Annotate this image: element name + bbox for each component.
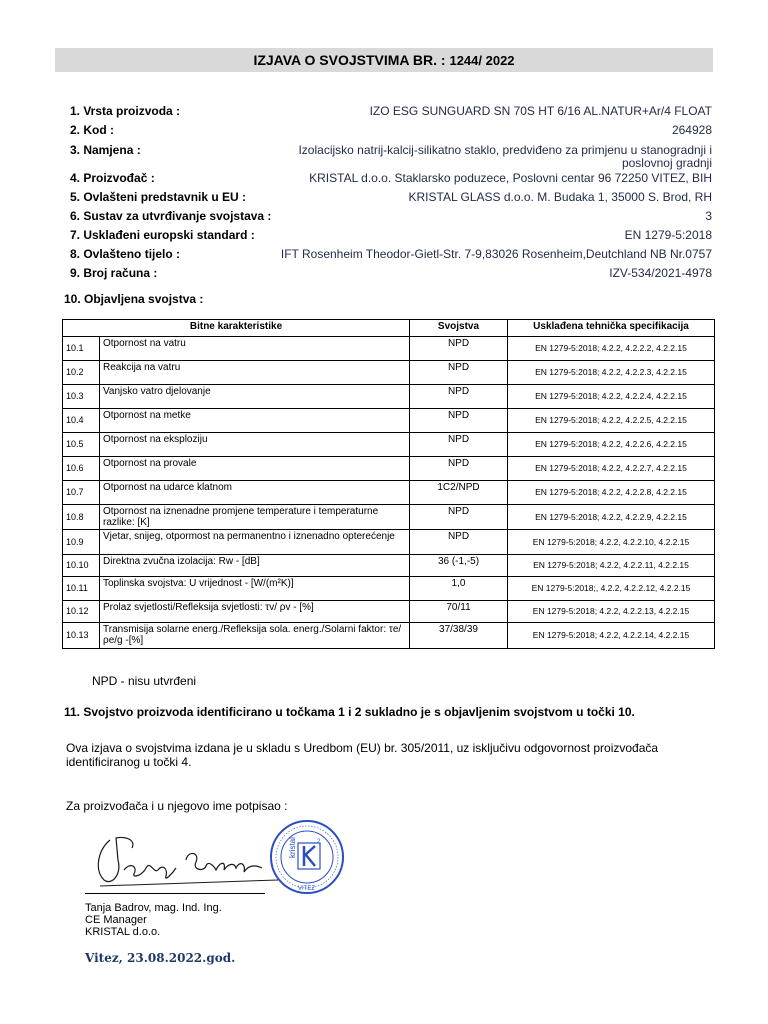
row-property-value: NPD	[410, 337, 508, 361]
field-label: 6. Sustav za utvrđivanje svojstava :	[70, 209, 272, 223]
row-property-value: 37/38/39	[410, 623, 508, 649]
row-number: 10.12	[63, 601, 100, 623]
row-specification: EN 1279-5:2018; 4.2.2, 4.2.2.14, 4.2.2.15	[508, 623, 715, 649]
declaration-text: Ova izjava o svojstvima izdana je u skladu s Uredbom (EU) br. 305/2011, uz isključivu odgovornost proizvođača identificiranog u točki 4.	[66, 741, 659, 769]
row-characteristic: Otpornost na provale	[100, 457, 410, 481]
field-label: 3. Namjena :	[70, 143, 141, 157]
row-characteristic: Otpornost na vatru	[100, 337, 410, 361]
row-property-value: NPD	[410, 433, 508, 457]
field-purpose	[70, 143, 712, 171]
properties-table	[62, 319, 715, 649]
row-number: 10.13	[63, 623, 100, 649]
row-number: 10.5	[63, 433, 100, 457]
row-number: 10.7	[63, 481, 100, 505]
table-row	[63, 555, 715, 577]
row-characteristic: Otpornost na iznenadne promjene temperature i temperaturne razlike: [K]	[100, 505, 410, 530]
row-characteristic: Transmisija solarne energ./Refleksija sola. energ./Solarni faktor: τe/ρe/g -[%]	[100, 623, 410, 649]
field-manufacturer	[70, 171, 712, 185]
field-product-type	[70, 104, 712, 118]
table-row	[63, 601, 715, 623]
row-characteristic: Otpornost na metke	[100, 409, 410, 433]
document-title: IZJAVA O SVOJSTVIMA BR. :	[253, 52, 446, 68]
row-specification: EN 1279-5:2018; 4.2.2, 4.2.2.8, 4.2.2.15	[508, 481, 715, 505]
row-characteristic: Vanjsko vatro djelovanje	[100, 385, 410, 409]
row-number: 10.6	[63, 457, 100, 481]
row-property-value: 1C2/NPD	[410, 481, 508, 505]
field-label: 4. Proizvođač :	[70, 171, 155, 185]
field-value: KRISTAL d.o.o. Staklarsko poduzece, Poslovni centar 96 72250 VITEZ, BIH	[309, 171, 712, 185]
column-header-properties: Svojstva	[410, 320, 508, 337]
signer-name: Tanja Badrov, mag. Ind. Ing.	[85, 902, 222, 914]
row-number: 10.9	[63, 530, 100, 555]
table-row	[63, 337, 715, 361]
field-label: 7. Usklađeni europski standard :	[70, 228, 255, 242]
table-row	[63, 623, 715, 649]
field-value-line2: poslovnoj gradnji	[621, 156, 712, 170]
column-header-characteristics: Bitne karakteristike	[63, 320, 410, 337]
field-code	[70, 123, 712, 137]
signer-company: KRISTAL d.o.o.	[85, 926, 161, 938]
stamp-company-text: kristal	[288, 837, 297, 858]
field-invoice-number	[70, 266, 712, 280]
field-harmonized-standard	[70, 228, 712, 242]
place-and-date: Vitez, 23.08.2022.god.	[85, 951, 236, 965]
field-assessment-system	[70, 209, 712, 223]
field-label: 1. Vrsta proizvoda :	[70, 104, 181, 118]
section-11-statement: 11. Svojstvo proizvoda identificirano u točkama 1 i 2 sukladno je s objavljenim svojstvom u točki 10.	[64, 705, 635, 719]
row-specification: EN 1279-5:2018; 4.2.2, 4.2.2.3, 4.2.2.15	[508, 361, 715, 385]
field-label: 8. Ovlašteno tijelo :	[70, 247, 181, 261]
company-stamp	[268, 818, 346, 896]
svg-text:2: 2	[317, 839, 321, 845]
field-label: 5. Ovlašteni predstavnik u EU :	[70, 190, 247, 204]
table-row	[63, 481, 715, 505]
signer-block	[85, 902, 222, 938]
field-value: IFT Rosenheim Theodor-Gietl-Str. 7-9,83026 Rosenheim,Deutchland NB Nr.0757	[280, 247, 712, 261]
field-value: KRISTAL GLASS d.o.o. M. Budaka 1, 35000 S. Brod, RH	[408, 190, 712, 204]
handwritten-signature	[92, 830, 282, 894]
signer-role: CE Manager	[85, 914, 147, 926]
row-number: 10.8	[63, 505, 100, 530]
row-property-value: NPD	[410, 457, 508, 481]
row-number: 10.1	[63, 337, 100, 361]
signature-line	[85, 893, 265, 894]
document-title-bar	[55, 48, 713, 72]
row-property-value: NPD	[410, 409, 508, 433]
table-row	[63, 577, 715, 601]
row-specification: EN 1279-5:2018; 4.2.2, 4.2.2.2, 4.2.2.15	[508, 337, 715, 361]
row-number: 10.11	[63, 577, 100, 601]
row-number: 10.3	[63, 385, 100, 409]
field-label: 2. Kod :	[70, 123, 114, 137]
table-row	[63, 530, 715, 555]
field-notified-body	[70, 247, 712, 261]
signature-intro: Za proizvođača i u njegovo ime potpisao :	[66, 799, 288, 813]
row-specification: EN 1279-5:2018; 4.2.2, 4.2.2.13, 4.2.2.15	[508, 601, 715, 623]
document-number: 1244/ 2022	[449, 53, 515, 68]
section-10-heading: 10. Objavljena svojstva :	[64, 292, 204, 306]
row-characteristic: Otpornost na eksploziju	[100, 433, 410, 457]
table-row	[63, 361, 715, 385]
table-header-row	[63, 320, 715, 337]
field-label: 9. Broj računa :	[70, 266, 158, 280]
row-property-value: 70/11	[410, 601, 508, 623]
row-number: 10.10	[63, 555, 100, 577]
table-row	[63, 505, 715, 530]
row-specification: EN 1279-5:2018; 4.2.2, 4.2.2.5, 4.2.2.15	[508, 409, 715, 433]
row-property-value: NPD	[410, 361, 508, 385]
field-value: EN 1279-5:2018	[624, 228, 712, 242]
row-number: 10.4	[63, 409, 100, 433]
field-value: Izolacijsko natrij-kalcij-silikatno staklo, predviđeno za primjenu u stanogradnji i	[298, 143, 712, 157]
table-row	[63, 457, 715, 481]
row-property-value: NPD	[410, 530, 508, 555]
row-specification: EN 1279-5:2018; 4.2.2, 4.2.2.6, 4.2.2.15	[508, 433, 715, 457]
table-row	[63, 433, 715, 457]
row-property-value: 1,0	[410, 577, 508, 601]
row-specification: EN 1279-5:2018; 4.2.2, 4.2.2.7, 4.2.2.15	[508, 457, 715, 481]
row-number: 10.2	[63, 361, 100, 385]
row-property-value: 36 (-1,-5)	[410, 555, 508, 577]
npd-note: NPD - nisu utvrđeni	[92, 674, 197, 688]
field-value: IZO ESG SUNGUARD SN 70S HT 6/16 AL.NATUR+Ar/4 FLOAT	[369, 104, 712, 118]
field-eu-representative	[70, 190, 712, 204]
row-characteristic: Vjetar, snijeg, otpormost na permanentno i iznenadno opterećenje	[100, 530, 410, 555]
row-characteristic: Prolaz svjetlosti/Refleksija svjetlosti: τv/ ρv - [%]	[100, 601, 410, 623]
row-characteristic: Reakcija na vatru	[100, 361, 410, 385]
table-row	[63, 385, 715, 409]
field-value: 264928	[671, 123, 712, 137]
row-specification: EN 1279-5:2018; 4.2.2, 4.2.2.9, 4.2.2.15	[508, 505, 715, 530]
field-value: IZV-534/2021-4978	[609, 266, 712, 280]
stamp-town-text: VITEZ	[298, 886, 316, 892]
row-characteristic: Direktna zvučna izolacija: Rw - [dB]	[100, 555, 410, 577]
row-specification: EN 1279-5:2018; 4.2.2, 4.2.2.4, 4.2.2.15	[508, 385, 715, 409]
row-property-value: NPD	[410, 385, 508, 409]
row-specification: EN 1279-5:2018; 4.2.2, 4.2.2.11, 4.2.2.15	[508, 555, 715, 577]
table-row	[63, 409, 715, 433]
column-header-specification: Usklađena tehnička specifikacija	[508, 320, 715, 337]
row-characteristic: Otpornost na udarce klatnom	[100, 481, 410, 505]
row-characteristic: Toplinska svojstva: U vrijednost - [W/(m²K)]	[100, 577, 410, 601]
field-value: 3	[705, 209, 712, 223]
row-specification: EN 1279-5:2018;, 4.2.2, 4.2.2.12, 4.2.2.15	[508, 577, 715, 601]
row-specification: EN 1279-5:2018; 4.2.2, 4.2.2.10, 4.2.2.15	[508, 530, 715, 555]
row-property-value: NPD	[410, 505, 508, 530]
